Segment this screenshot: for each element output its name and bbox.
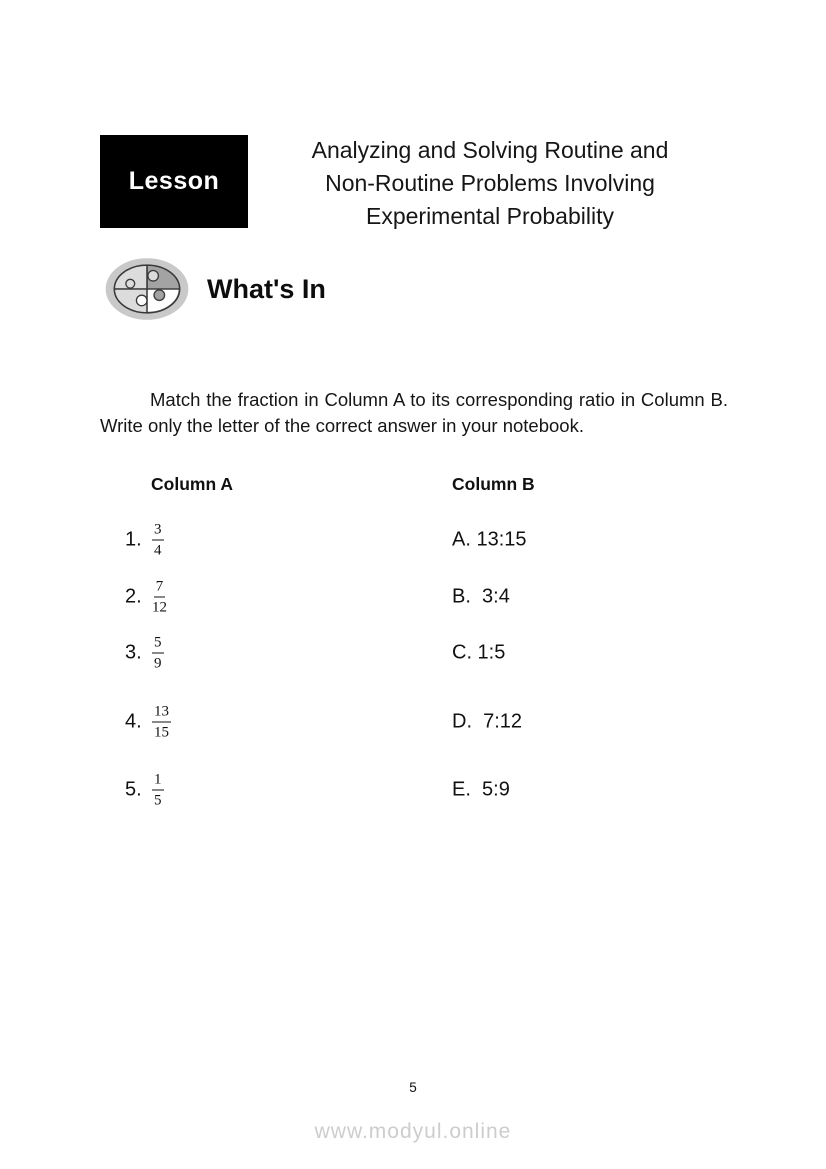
item-number: 2. (125, 585, 142, 608)
option-a: A. 13:15 (452, 528, 527, 551)
fraction-denominator: 4 (154, 542, 162, 559)
match-row-5 (100, 765, 740, 815)
item-number: 1. (125, 528, 142, 551)
lesson-badge-label: Lesson (128, 167, 220, 195)
fraction-numerator: 3 (152, 521, 164, 541)
option-b: B. 3:4 (452, 585, 510, 608)
lesson-badge (100, 135, 248, 228)
fraction (152, 703, 171, 742)
fraction-denominator: 15 (154, 724, 169, 741)
fraction-denominator: 5 (154, 792, 162, 809)
page-number: 5 (409, 1080, 417, 1095)
option-c: C. 1:5 (452, 641, 506, 664)
lesson-title-line-3: Experimental Probability (365, 203, 614, 229)
lesson-title (255, 134, 725, 233)
option-d: D. 7:12 (452, 710, 523, 733)
fraction-numerator: 13 (152, 703, 171, 723)
fraction-denominator: 12 (152, 599, 167, 616)
fraction-numerator: 5 (152, 634, 164, 654)
column-b-header: Column B (452, 474, 535, 494)
watermark: www.modyul.online (314, 1120, 512, 1143)
fraction-denominator: 9 (154, 655, 162, 672)
column-a-header: Column A (151, 474, 233, 494)
fraction-numerator: 7 (154, 578, 166, 598)
fraction-numerator: 1 (152, 771, 164, 791)
item-number: 3. (125, 641, 142, 664)
fraction (152, 578, 167, 617)
section-header (103, 255, 326, 323)
match-row-3 (100, 628, 740, 678)
section-heading: What's In (207, 273, 326, 304)
match-row-4 (100, 697, 740, 747)
puzzle-icon (103, 255, 191, 323)
lesson-title-line-1: Analyzing and Solving Routine and (311, 137, 669, 163)
item-number: 5. (125, 778, 142, 801)
lesson-title-line-2: Non-Routine Problems Involving (325, 170, 655, 196)
fraction (152, 634, 164, 673)
match-row-1 (100, 515, 740, 565)
option-e: E. 5:9 (452, 778, 510, 801)
item-number: 4. (125, 710, 142, 733)
instructions-paragraph: Match the fraction in Column A to its corresponding ratio in Column B. Write only the letter of the correct answer in your notebook. (100, 388, 728, 436)
fraction (152, 771, 164, 810)
match-row-2 (100, 572, 740, 622)
fraction (152, 521, 164, 560)
